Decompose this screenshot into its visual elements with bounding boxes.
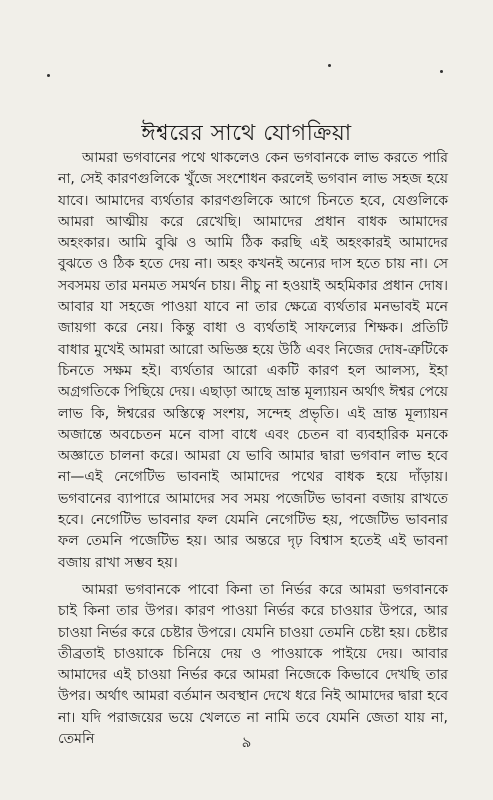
ink-speck	[440, 70, 443, 73]
page-number: ৯	[241, 733, 252, 751]
paragraph: আমরা ভগবানের পথে থাকলেও কেন ভগবানকে লাভ করতে পারি না, সেই কারণগুলিকে খুঁজে সংশোধন করলেই ভগবান লাভ সহজ হয়ে যাবে। আমাদের ব্যর্থতার কারণগুলিকে আগে চিনতে হবে, যেগুলিকে আমরা আত্মীয় করে রেখেছি। আমাদের প্রধান বাধক আমাদের অহংকার। আমি বুঝি ও আমি ঠিক করছি এই অহংকারই আমাদের বুঝতে ও ঠিক হতে দেয় না। অহং কখনই অন্যের দাস হতে চায় না। সে সবসময় তার মনমত সমর্থন চায়। নীচু না হওয়াই অহমিকার প্রধান দোষ। আবার যা সহজে পাওয়া যাবে না তার ক্ষেত্রে ব্যর্থতার মনভাবই মনে জায়গা করে নেয়। কিন্তু বাধা ও ব্যর্থতাই সাফল্যের শিক্ষক। প্রতিটি বাধার মুখেই আমরা আরো অভিজ্ঞ হয়ে উঠি এবং নিজের দোষ-ত্রুটিকে চিনতে সক্ষম হই। ব্যর্থতার আরো একটি কারণ হল আলস্য, ইহা অগ্রগতিকে পিছিয়ে দেয়। এছাড়া আছে ভ্রান্ত মূল্যায়ন অর্থাৎ ঈশ্বর পেয়ে লাভ কি, ঈশ্বরের অস্তিত্বে সংশয়, সন্দেহ প্রভৃতি। এই ভ্রান্ত মূল্যায়ন অজান্তে অবচেতন মনে বাসা বাধে এবং চেতন বা ব্যবহারিক মনকে অজ্ঞাতে চালনা করে। আমরা যে ভাবি আমার দ্বারা ভগবান লাভ হবে না—এই নেগেটিভ ভাবনাই আমাদের পথের বাধক হয়ে দাঁড়ায়। ভগবানের ব্যাপারে আমাদের সব সময় পজেটিভ ভাবনা বজায় রাখতে হবে। নেগেটিভ ভাবনার ফল যেমনি নেগেটিভ হয়, পজেটিভ ভাবনার ফল তেমনি পজেটিভ হয়। আর অন্তরে দৃঢ় বিশ্বাস হতেই এই ভাবনা বজায় রাখা সম্ভব হয়।	[58, 150, 448, 571]
body-text	[58, 148, 448, 750]
ink-speck	[47, 74, 50, 77]
ink-speck	[328, 64, 331, 67]
paragraph: আমরা ভগবানকে পাবো কিনা তা নির্ভর করে আমরা ভগবানকে চাই কিনা তার উপর। কারণ পাওয়া নির্ভর করে চাওয়ার উপরে, আর চাওয়া নির্ভর করে চেষ্টার উপরে। যেমনি চাওয়া তেমনি চেষ্টা হয়। চেষ্টার তীব্রতাই চাওয়াকে চিনিয়ে দেয় ও পাওয়াকে পাইয়ে দেয়। আবার আমাদের এই চাওয়া নির্ভর করে আমরা নিজেকে কিভাবে দেখছি তার উপর। অর্থাৎ আমরা বর্তমান অবস্থান দেখে ধরে নিই আমাদের দ্বারা হবে না। যদি পরাজয়ের ভয়ে খেলতে না নামি তবে যেমনি জেতা যায় না, তেমনি	[58, 581, 448, 748]
chapter-title: ঈশ্বরের সাথে যোগক্রিয়া	[141, 121, 352, 146]
